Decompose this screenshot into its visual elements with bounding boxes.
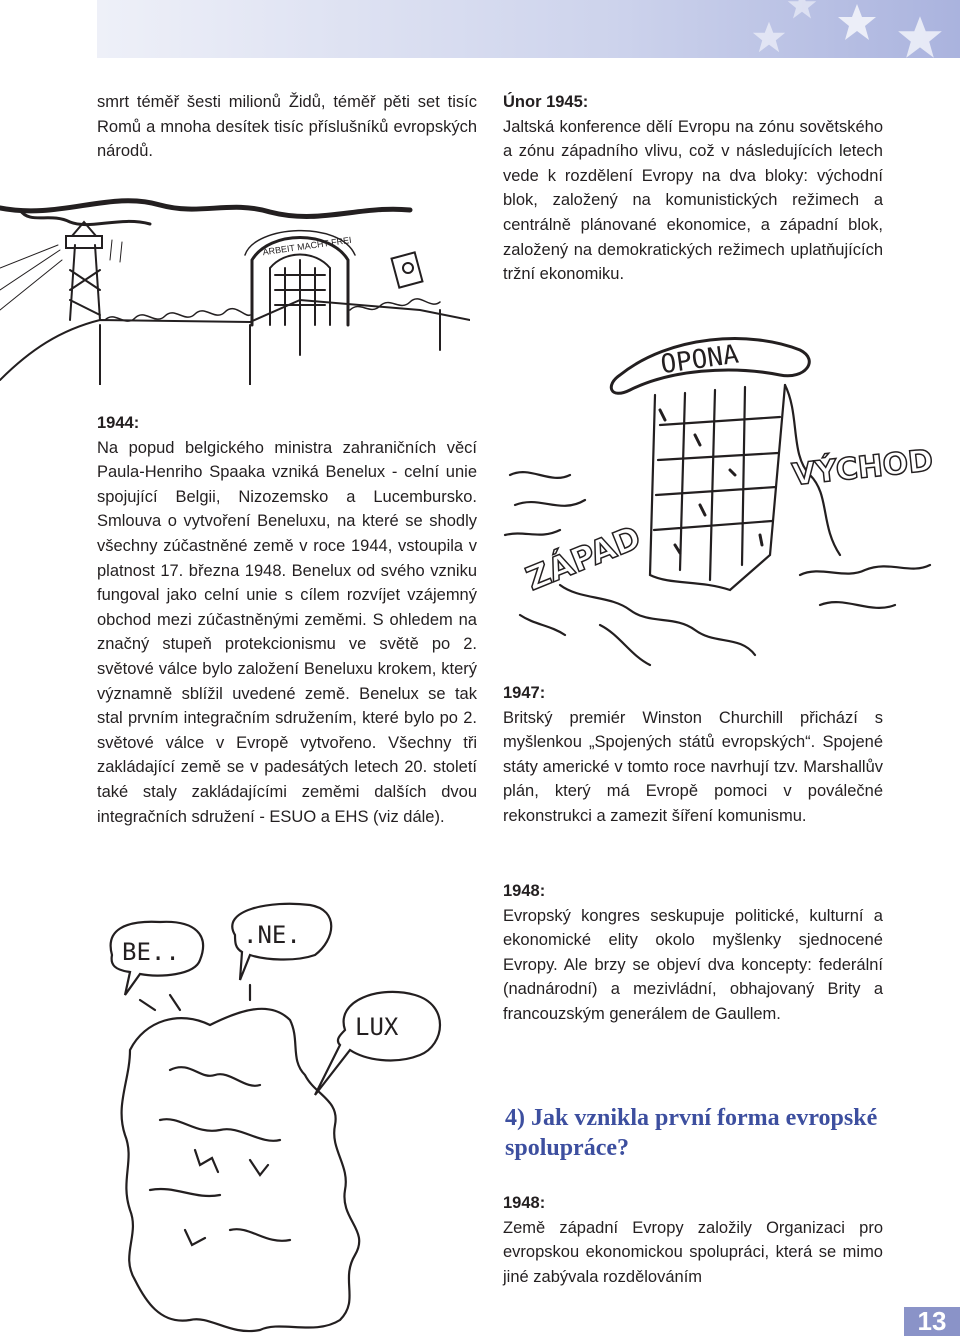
- star-icon: [897, 14, 943, 58]
- intro-text: smrt téměř šesti milionů Židů, téměř pěti set tisíc Romů a mnoha desítek tisíc příslušníků evropských národů.: [97, 93, 477, 161]
- benelux-map-sketch: [100, 900, 470, 1336]
- star-icon: [752, 20, 786, 54]
- page-number: 13: [904, 1307, 960, 1336]
- event-1944-text: Na popud belgického ministra zahraničních věcí Paula-Henriho Spaaka vzniká Benelux - celní unie spojující Belgii, Nizozemsko a Lucembursko. Smlouva o vytvoření Beneluxu, na které se shodly všechny zúčastněné země v roce 1944, vstoupila v platnost 17. března 1948. Benelux od svého vzniku fungoval jako celní unie s cílem rozvíjet vzájemný obchod mezi zúčastněnými zeměmi. S ohledem na značný stupeň protekcionismu ve světě po 2. světové válce bylo založení Beneluxu krokem, který významně sblížil uvedené země. Benelux se tak stal prvním integračním sdružením, které bylo po 2. světové válce v Evropě vytvořeno. Všechny tři zakládající země se v padesátých letech 20. století také staly zakládajícími zeměmi dalších dvou integračních sdružení - ESUO a EHS (viz dále).: [97, 438, 477, 826]
- star-icon: [787, 0, 817, 20]
- iron-curtain-sketch: [500, 325, 940, 675]
- event-1948-oeec: [503, 1191, 883, 1289]
- bubble-lux: LUX: [355, 1013, 399, 1041]
- event-1948-congress-heading: 1948:: [503, 882, 546, 900]
- curtain-label-opona: OPONA: [658, 339, 741, 381]
- event-1944-heading: 1944:: [97, 414, 140, 432]
- event-1948-oeec-text: Země západní Evropy založily Organizaci pro evropskou ekonomickou spolupráci, která se mimo jiné zabývala rozdělováním: [503, 1218, 883, 1286]
- event-1948-oeec-heading: 1948:: [503, 1194, 546, 1212]
- event-1948-congress-text: Evropský kongres seskupuje politické, kulturní a ekonomické elity okolo myšlenky sjednocené Evropy. Ale brzy se objeví dva koncepty: federální (nadnárodní) a mezivládní, obhajovaný Brity a francouzským generálem de Gaullem.: [503, 906, 883, 1023]
- event-1948-congress: [503, 879, 883, 1027]
- star-icon: [837, 2, 877, 42]
- event-1947-heading: 1947:: [503, 684, 546, 702]
- event-feb-1945-heading: Únor 1945:: [503, 93, 589, 111]
- header-banner: [97, 0, 960, 58]
- bubble-be: BE..: [122, 938, 180, 966]
- curtain-label-zapad: ZÁPAD: [520, 517, 646, 599]
- event-1944: [97, 411, 477, 829]
- camp-gate-sign: ARBEIT MACHT FREI: [261, 234, 353, 258]
- section-title: 4) Jak vznikla první forma evropské spolupráce?: [505, 1105, 878, 1161]
- event-feb-1945-text: Jaltská konference dělí Evropu na zónu sovětského a zónu západního vlivu, což v následujících letech vede k rozdělení Evropy na dva bloky: východní blok, založený na komunistických režimech a centrálně plánované ekonomice, a západní blok, založený na demokratických režimech uplatňujících tržní ekonomiku.: [503, 117, 883, 284]
- curtain-label-vychod: VÝCHOD: [790, 443, 935, 493]
- concentration-camp-sketch: [0, 150, 470, 385]
- event-feb-1945: [503, 90, 883, 287]
- bubble-ne: .NE.: [243, 921, 301, 949]
- event-1947: [503, 681, 883, 829]
- event-1947-text: Britský premiér Winston Churchill přichází s myšlenkou „Spojených států evropských“. Spojené státy americké v tomto roce navrhují tzv. Marshallův plán, který má Evropě pomoci v poválečné rekonstrukci a zamezit šíření komunismu.: [503, 708, 883, 825]
